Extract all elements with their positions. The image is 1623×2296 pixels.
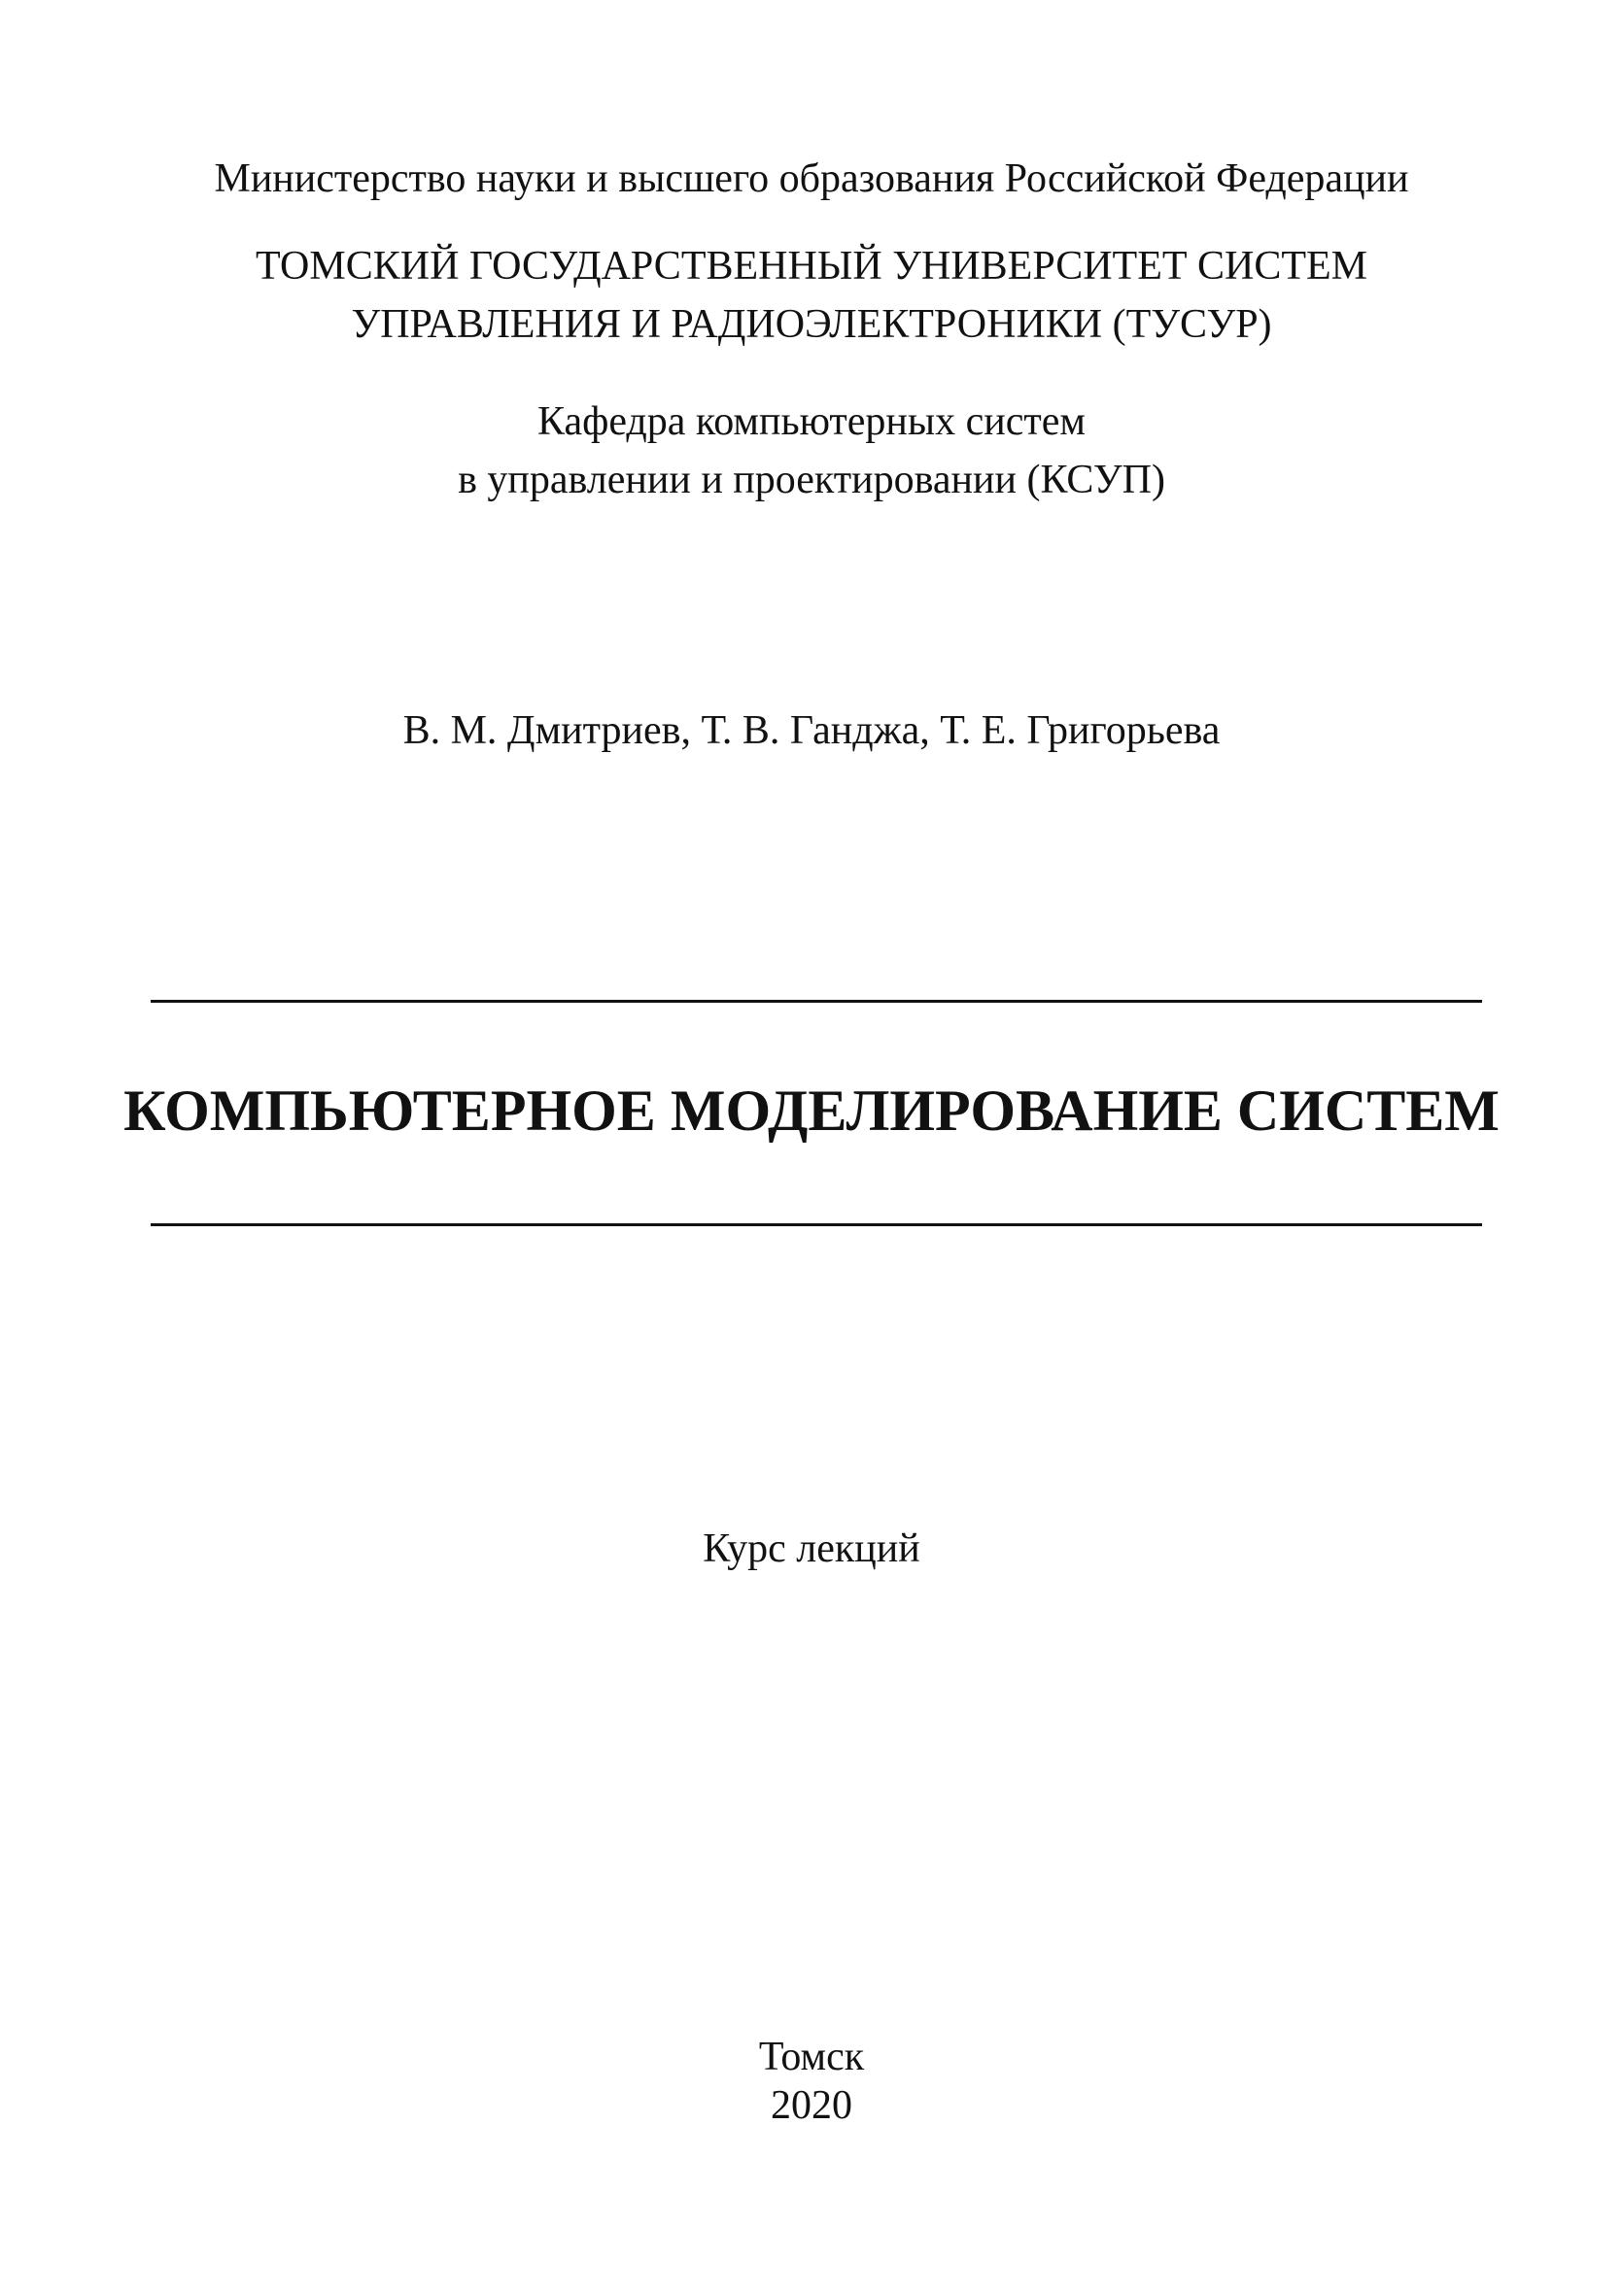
top-divider (151, 1000, 1482, 1003)
bottom-divider (151, 1223, 1482, 1226)
department-line-2: в управлении и проектировании (КСУП) (458, 458, 1165, 502)
city-line: Томск (758, 2035, 865, 2079)
university-line-1: ТОМСКИЙ ГОСУДАРСТВЕННЫЙ УНИВЕРСИТЕТ СИСТЕМ (255, 244, 1368, 289)
university-line-2: УПРАВЛЕНИЯ И РАДИОЭЛЕКТРОНИКИ (ТУСУР) (351, 302, 1272, 347)
document-subtitle: Курс лекций (703, 1526, 920, 1571)
year-line: 2020 (771, 2083, 852, 2128)
authors-line: В. М. Дмитриев, Т. В. Ганджа, Т. Е. Григорьева (402, 708, 1221, 753)
ministry-line: Министерство науки и высшего образования Российской Федерации (214, 156, 1409, 201)
department-line-1: Кафедра компьютерных систем (537, 399, 1086, 444)
document-title: КОМПЬЮТЕРНОЕ МОДЕЛИРОВАНИЕ СИСТЕМ (123, 1079, 1500, 1143)
